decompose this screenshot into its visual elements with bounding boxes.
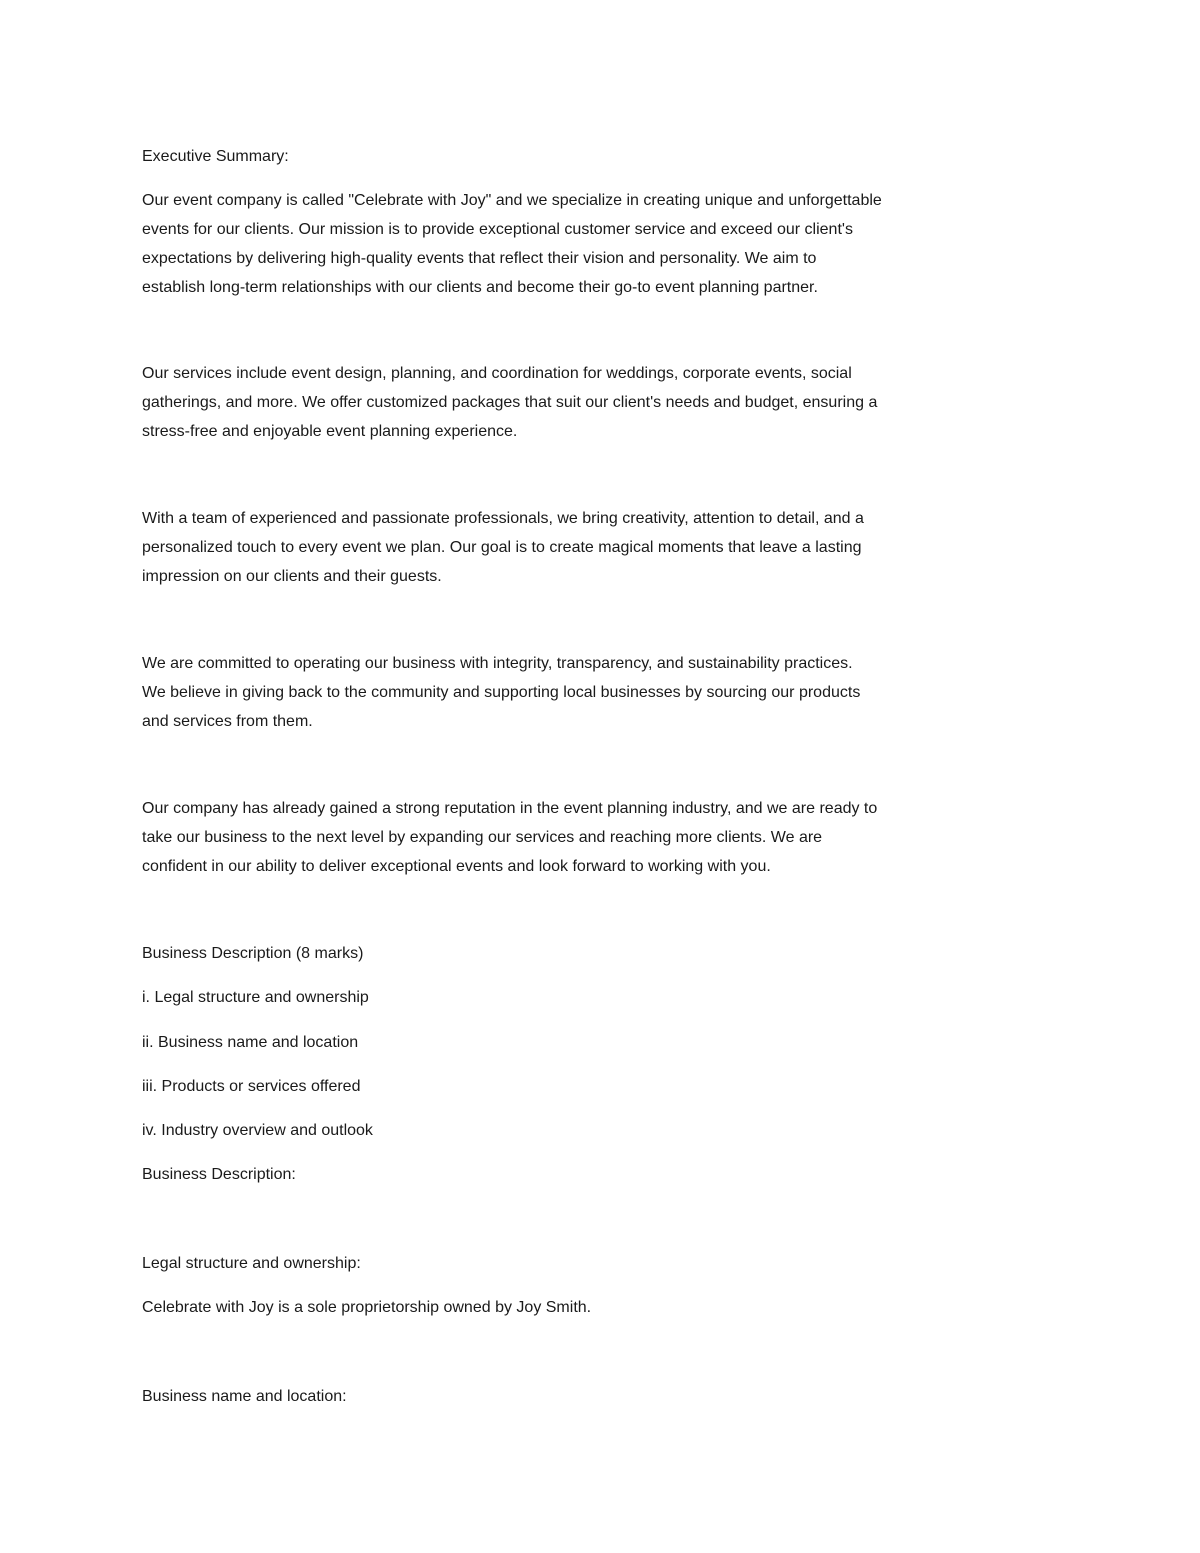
paragraph-line: impression on our clients and their guests. [142, 568, 442, 585]
business-name-heading: Business name and location: [142, 1388, 347, 1405]
paragraph-line: Our event company is called "Celebrate with Joy" and we specialize in creating unique and unforgettable [142, 192, 882, 209]
paragraph-line: take our business to the next level by expanding our services and reaching more clients. We are [142, 829, 823, 846]
paragraph-team [142, 504, 864, 591]
paragraph-line: establish long-term relationships with our clients and become their go-to event planning partner. [142, 279, 818, 296]
paragraph-line: Our services include event design, planning, and coordination for weddings, corporate events, social [142, 365, 852, 382]
paragraph-services [142, 359, 877, 446]
paragraph-reputation [142, 794, 877, 881]
paragraph-line: Our company has already gained a strong reputation in the event planning industry, and we are ready to [142, 800, 878, 817]
paragraph-line: stress-free and enjoyable event planning experience. [142, 423, 518, 440]
paragraph-line: gatherings, and more. We offer customized packages that suit our client's needs and budget, ensuring a [142, 394, 878, 411]
legal-structure-heading: Legal structure and ownership: [142, 1255, 361, 1272]
list-item: iii. Products or services offered [142, 1078, 361, 1095]
paragraph-line: confident in our ability to deliver exceptional events and look forward to working with you. [142, 858, 771, 875]
paragraph-line: We believe in giving back to the community and supporting local businesses by sourcing our products [142, 684, 861, 701]
paragraph-line: events for our clients. Our mission is to provide exceptional customer service and exceed our client's [142, 221, 853, 238]
list-item: iv. Industry overview and outlook [142, 1122, 373, 1139]
business-description-heading: Business Description (8 marks) [142, 945, 364, 962]
paragraph-intro [142, 186, 882, 302]
legal-structure-text: Celebrate with Joy is a sole proprietorship owned by Joy Smith. [142, 1299, 592, 1316]
executive-summary-heading: Executive Summary: [142, 148, 289, 165]
list-item: i. Legal structure and ownership [142, 989, 369, 1006]
paragraph-line: and services from them. [142, 713, 313, 730]
paragraph-line: We are committed to operating our business with integrity, transparency, and sustainability practices. [142, 655, 853, 672]
paragraph-line: With a team of experienced and passionate professionals, we bring creativity, attention to detail, and a [142, 510, 864, 527]
paragraph-line: expectations by delivering high-quality events that reflect their vision and personality. We aim to [142, 250, 817, 267]
list-item: ii. Business name and location [142, 1034, 359, 1051]
paragraph-commitment [142, 649, 860, 736]
business-description-label: Business Description: [142, 1166, 296, 1183]
paragraph-line: personalized touch to every event we plan. Our goal is to create magical moments that leave a lasting [142, 539, 862, 556]
